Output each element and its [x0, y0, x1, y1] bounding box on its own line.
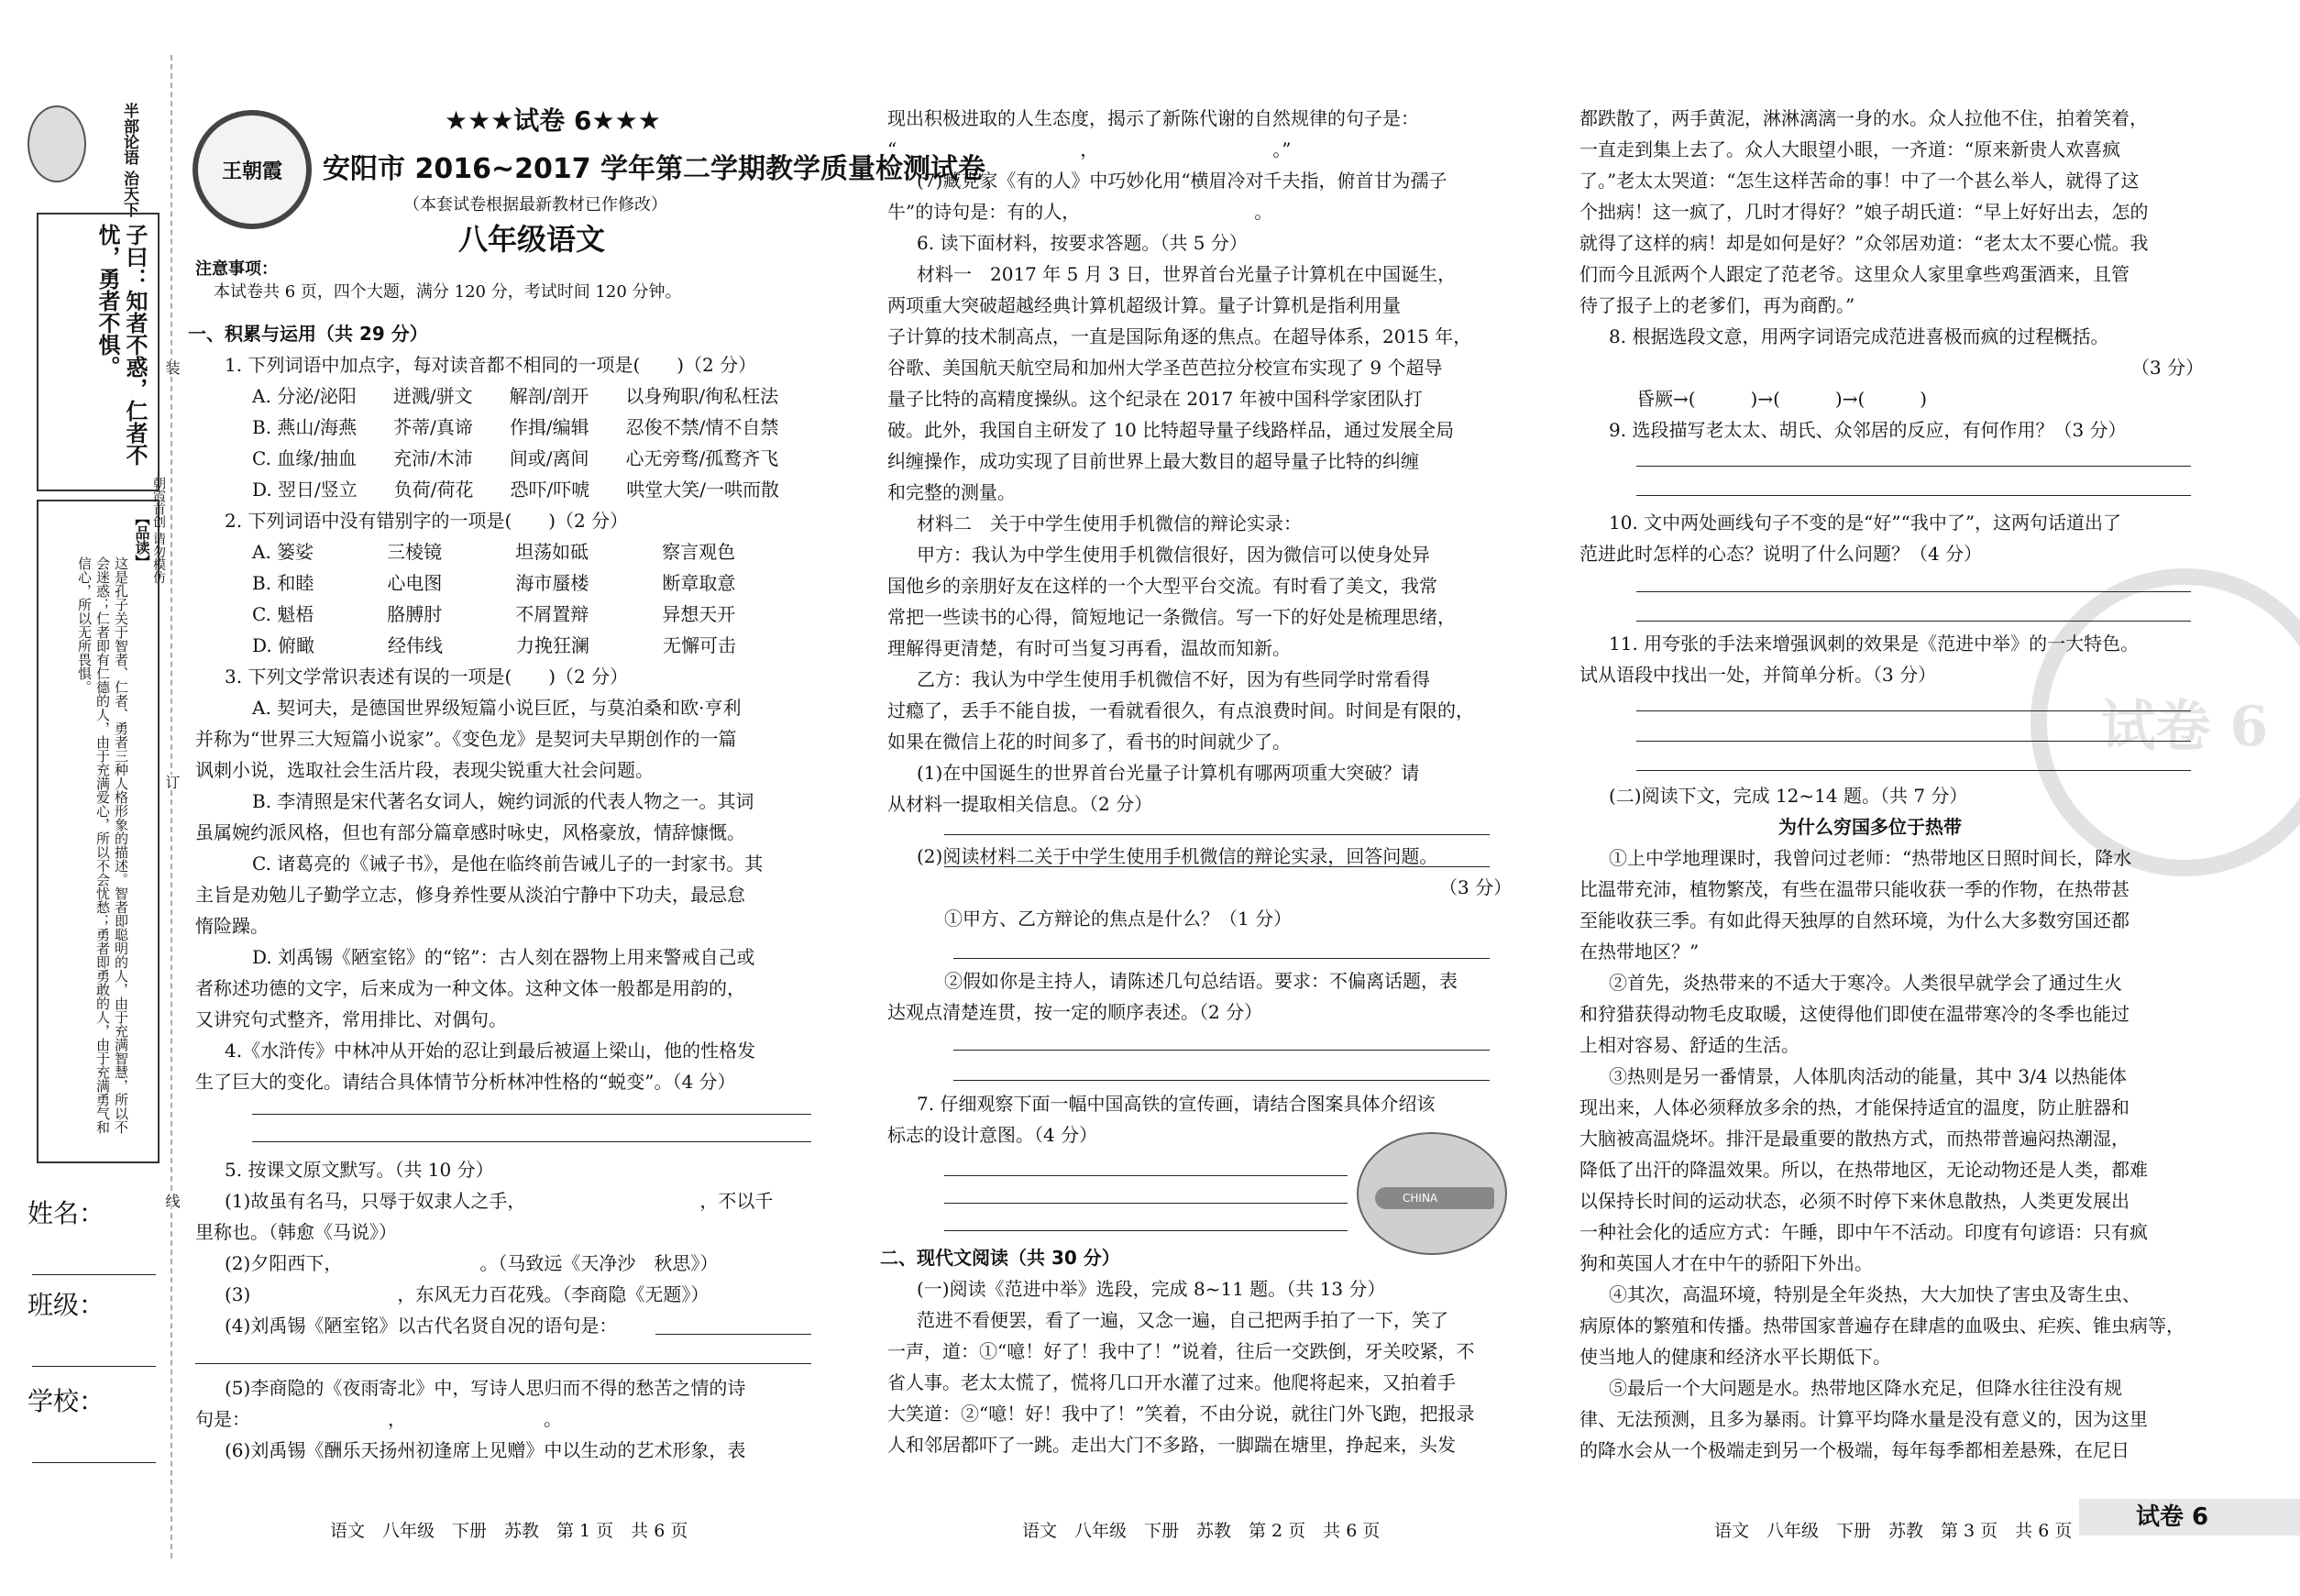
q4-answer-line-2[interactable]: [252, 1141, 811, 1142]
binding-mark-2: 订: [163, 775, 181, 789]
q2-option-b: B. 和睦 心电图 海市蜃楼 断章取意: [252, 572, 736, 594]
q2-stem: 2. 下列词语中没有错别字的一项是( )（2 分）: [225, 510, 629, 532]
passage-1-line7: 一直走到集上去了。众人大眼望小眼，一齐道：“原来新贵人欢喜疯: [1579, 138, 2121, 160]
q6-stem: 6. 读下面材料，按要求答题。（共 5 分）: [917, 232, 1248, 254]
page-2: [880, 0, 1513, 1596]
q6-2-line1: (2)阅读材料二关于中学生使用手机微信的辩论实录，回答问题。: [917, 845, 1438, 867]
q3-c-line3: 惰险躁。: [195, 915, 269, 937]
q3-d-line2: 者称述功德的文字，后来成为一种文体。这种文体一般都是用韵的，: [195, 977, 745, 999]
material-2-line2: 国他乡的亲朋好友在这样的一个大型平台交流。有时看了美文，我常: [887, 575, 1437, 597]
commentary-text: 这是孔子关于智者、仁者、勇者三种人格形象的描述。智者即聪明的人，由于充满智慧，所以不会迷惑；仁者即有仁德的人，由于充满爱心，所以不会忧愁；勇者即勇敢的人，由于充满勇气和信心，所以无所畏惧。: [76, 556, 129, 1134]
paper-subtitle: （本套试卷根据最新教材已作修改）: [403, 195, 667, 215]
q6-2-sub1: ①甲方、乙方辩论的焦点是什么？（1 分）: [944, 908, 1293, 930]
q6-1-answer-line-1[interactable]: [944, 834, 1490, 835]
material-2-heading: 材料二 关于中学生使用手机微信的辩论实录：: [917, 512, 1302, 534]
binding-credit: 朝霞首创 请勿模仿: [151, 477, 166, 584]
q1-option-c: C. 血缘/抽血 充沛/木沛 间或/离间 心无旁骛/孤鹜齐飞: [252, 447, 779, 469]
page-3: [1572, 0, 2205, 1596]
quote-box: [37, 213, 160, 491]
q2-option-d: D. 俯瞰 经伟线 力挽狂澜 无懈可击: [252, 634, 737, 656]
passage-2-p3-line4: 降低了出汗的降温效果。所以，在热带地区，无论动物还是人类，都难: [1579, 1159, 2148, 1181]
q6-2-sub2-line2: 达观点清楚连贯，按一定的顺序表述。（2 分）: [887, 1001, 1263, 1023]
q3-d-line1: D. 刘禹锡《陋室铭》的“铭”：古人刻在器物上用来警戒自己或: [252, 946, 755, 968]
material-2-line5: 乙方：我认为中学生使用手机微信不好，因为有些同学时常看得: [917, 668, 1430, 690]
q5-6-line1: (6)刘禹锡《酬乐天扬州初逢席上见赠》中以生动的艺术形象，表: [225, 1439, 746, 1461]
passage-2-p4-line3: 使当地人的健康和经济水平长期低下。: [1579, 1346, 1891, 1368]
q5-stem: 5. 按课文原文默写。（共 10 分）: [225, 1159, 494, 1181]
material-1-line2: 两项重大突破超越经典计算机超级计算。量子计算机是指利用量: [887, 294, 1401, 316]
q5-1-line1: (1)故虽有名马，只辱于奴隶人之手， ，不以千: [225, 1190, 774, 1212]
q3-a-line1: A. 契诃夫，是德国世界级短篇小说巨匠，与莫泊桑和欧·亨利: [252, 697, 742, 719]
binding-sidebar: [0, 0, 174, 1596]
q9-answer-line-2[interactable]: [1636, 495, 2191, 496]
passage-2-p1-line3: 至能收获三季。有如此得天独厚的自然环境，为什么大多数穷国还都: [1579, 909, 2129, 931]
q3-d-line3: 又讲究句式整齐，常用排比、对偶句。: [195, 1008, 507, 1030]
class-field[interactable]: [32, 1366, 156, 1367]
reading-2-heading: (二)阅读下文，完成 12~14 题。（共 7 分）: [1609, 785, 1968, 807]
material-1-line1: 材料一 2017 年 5 月 3 日，世界首台光量子计算机在中国诞生，: [917, 263, 1457, 285]
passage-1-line9: 个拙病！这一疯了，几时才得好？”娘子胡氏道：“早上好好出去，怎的: [1579, 201, 2149, 223]
passage-2-p3-line3: 大脑被高温烧坏。排汗是最重要的散热方式，而热带普遍闷热潮湿，: [1579, 1128, 2129, 1150]
material-1-line8: 和完整的测量。: [887, 481, 1016, 503]
q7-line1: 7. 仔细观察下面一幅中国高铁的宣传画，请结合图案具体介绍该: [917, 1093, 1436, 1115]
binding-line: [171, 55, 172, 1558]
q2-option-a: A. 篓娑 三棱镜 坦荡如砥 察言观色: [252, 541, 736, 563]
q6-2-sub2-answer-1[interactable]: [953, 1050, 1490, 1051]
q4-line1: 4.《水浒传》中林冲从开始的忍让到最后被逼上梁山，他的性格发: [225, 1040, 756, 1062]
q5-5-line2: 句是： ， 。: [195, 1408, 562, 1430]
watermark-text: 试卷 6: [2100, 695, 2269, 759]
notice-text: 本试卷共 6 页，四个大题，满分 120 分，考试时间 120 分钟。: [214, 282, 682, 302]
passage-1-line10: 就得了这样的病！却是如何是好？”众邻居劝道：“老太太不要心慌。我: [1579, 232, 2149, 254]
page-2-footer: 语文 八年级 下册 苏教 第 2 页 共 6 页: [1022, 1521, 1381, 1541]
q11-line1: 11. 用夸张的手法来增强讽刺的效果是《范进中举》的一大特色。: [1609, 633, 2140, 655]
q3-a-line3: 讽刺小说，选取社会生活片段，表现尖锐重大社会问题。: [195, 759, 654, 781]
passage-1-line5: 人和邻居都吓了一跳。走出大门不多路，一脚踹在塘里，挣起来，头发: [887, 1434, 1456, 1456]
q10-line1: 10. 文中两处画线句子不变的是“好”“我中了”，这两句话道出了: [1609, 512, 2122, 534]
q5-5-line1: (5)李商隐的《夜雨寄北》中，写诗人思归而不得的愁苦之情的诗: [225, 1377, 746, 1399]
paper-tag-label: 试卷 6: [2136, 1503, 2209, 1531]
material-1-line7: 纠缠操作，成功实现了目前世界上最大数目的超导量子比特的纠缠: [887, 450, 1419, 472]
name-field[interactable]: [32, 1274, 156, 1275]
q5-4: (4)刘禹锡《陋室铭》以古代名贤自况的语句是：: [225, 1315, 618, 1337]
q8-answer-chain: 昏厥→( )→( )→( ): [1636, 388, 1928, 410]
q8-score: （3 分）: [2131, 357, 2205, 379]
passage-2-p1-line2: 比温带充沛，植物繁茂，有些在温带只能收获一季的作物，在热带甚: [1579, 878, 2129, 900]
material-2-line1: 甲方：我认为中学生使用手机微信很好，因为微信可以使身处异: [917, 544, 1430, 566]
q2-option-c: C. 魁梧 胳膊肘 不屑置辩 异想天开: [252, 603, 736, 625]
q5-2: (2)夕阳西下， 。（马致远《天净沙 秋思》）: [225, 1252, 719, 1274]
material-1-line6: 破。此外，我国自主研发了 10 比特超导量子线路样品，通过发展全局: [887, 419, 1455, 441]
q5-6-line2: 现出积极进取的人生态度，揭示了新陈代谢的自然规律的句子是：: [887, 107, 1419, 129]
paper-title: 安阳市 2016~2017 学年第二学期教学质量检测试卷: [323, 153, 986, 185]
passage-1-line2: 一声，道：①“噫！好了！我中了！”说着，往后一交跌倒，牙关咬紧，不: [887, 1340, 1475, 1362]
passage-2-p3-line6: 一种社会化的适应方式：午睡，即中午不活动。印度有句谚语：只有疯: [1579, 1221, 2148, 1243]
train-label: CHINA: [1403, 1192, 1438, 1205]
page-3-footer: 语文 八年级 下册 苏教 第 3 页 共 6 页: [1714, 1521, 2073, 1541]
passage-1-line11: 们而今且派两个人跟定了范老爷。这里众人家里拿些鸡蛋酒来，且管: [1579, 263, 2129, 285]
q10-answer-line-1[interactable]: [1636, 591, 2191, 592]
q5-7-line1: (7)臧克家《有的人》中巧妙化用“横眉冷对千夫指，俯首甘为孺子: [917, 170, 1447, 192]
q6-2-sub2-answer-2[interactable]: [953, 1080, 1490, 1081]
passage-2-p1-line1: ①上中学地理课时，我曾问过老师：“热带地区日照时间长，降水: [1609, 847, 2132, 869]
corner-badge: 半部论语 治天下: [120, 103, 138, 217]
paper-number: ★★★试卷 6★★★: [445, 105, 661, 136]
passage-2-p3-line1: ③热则是另一番情景，人体肌肉活动的能量，其中 3/4 以热能体: [1609, 1065, 2127, 1087]
train-icon: [1375, 1187, 1494, 1209]
section-1-heading: 一、积累与运用（共 29 分）: [188, 323, 428, 345]
q3-stem: 3. 下列文学常识表述有误的一项是( )（2 分）: [225, 666, 629, 688]
passage-2-p3-line5: 以保持长时间的运动状态，必须不时停下来休息散热，人类更发展出: [1579, 1190, 2129, 1212]
subject-title: 八年级语文: [458, 222, 606, 257]
passage-2-p2-line3: 上相对容易、舒适的生活。: [1579, 1034, 1799, 1056]
passage-2-title: 为什么穷国多位于热带: [1778, 816, 1962, 838]
binding-mark-3: 线: [163, 1194, 181, 1208]
q6-1-line1: (1)在中国诞生的世界首台光量子计算机有哪两项重大突破？请: [917, 762, 1420, 784]
passage-2-p5-line3: 的降水会从一个极端走到另一个极端，每年每季都相差悬殊，在尼日: [1579, 1439, 2129, 1461]
commentary-box: [37, 500, 160, 1163]
q5-6-answer: “ ， 。”: [887, 138, 1292, 160]
q6-2-sub1-answer[interactable]: [953, 958, 1490, 959]
q11-answer-line-3[interactable]: [1636, 770, 2191, 771]
q10-answer-line-2[interactable]: [1636, 621, 2191, 622]
notice-heading: 注意事项：: [195, 259, 278, 279]
section-2-heading: 二、现代文阅读（共 30 分）: [880, 1247, 1120, 1269]
q5-1-line2: 里称也。（韩愈《马说》）: [195, 1221, 397, 1243]
material-2-line7: 如果在微信上花的时间多了，看书的时间就少了。: [887, 731, 1291, 753]
passage-2-p4-line1: ④其次，高温环境，特别是全年炎热，大大加快了害虫及寄生虫、: [1609, 1283, 2140, 1305]
q3-c-line1: C. 诸葛亮的《诫子书》，是他在临终前告诫儿子的一封家书。其: [252, 853, 764, 875]
q1-option-a: A. 分泌/泌阳 迸溅/骈文 解剖/剖开 以身殉职/徇私枉法: [252, 385, 779, 407]
q1-option-d: D. 翌日/竖立 负荷/荷花 恐吓/吓唬 哄堂大笑/一哄而散: [252, 479, 779, 501]
page-1-footer: 语文 八年级 下册 苏教 第 1 页 共 6 页: [330, 1521, 688, 1541]
q6-2-score: （3 分）: [1439, 876, 1513, 898]
q3-c-line2: 主旨是劝勉儿子勤学立志，修身养性要从淡泊宁静中下功夫，最忌怠: [195, 884, 745, 906]
passage-1-line4: 大笑道：②“噫！好！我中了！”笑着，不由分说，就往门外飞跑，把报录: [887, 1403, 1475, 1425]
q8-line1: 8. 根据选段文意，用两字词语完成范进喜极而疯的过程概括。: [1609, 325, 2109, 347]
passage-2-p3-line7: 狗和英国人才在中午的骄阳下外出。: [1579, 1252, 1873, 1274]
material-1-line3: 子计算的技术制高点，一直是国际角逐的焦点。在超导体系，2015 年，: [887, 325, 1472, 347]
passage-2-p4-line2: 病原体的繁殖和传播。热带国家普遍存在肆虐的血吸虫、疟疾、锥虫病等，: [1579, 1315, 2184, 1337]
passage-2-p3-line2: 现出来，人体必须释放多余的热，才能保持适宜的温度，防止脏器和: [1579, 1096, 2129, 1118]
passage-2-p5-line2: 律、无法预测，且多为暴雨。计算平均降水量是没有意义的，因为这里: [1579, 1408, 2148, 1430]
confucius-quote: 子曰：知者不惑，仁者不忧，勇者不惧。: [94, 224, 149, 466]
q7-line2: 标志的设计意图。（4 分）: [887, 1124, 1098, 1146]
q11-answer-line-2[interactable]: [1636, 741, 2191, 742]
passage-2-p1-line4: 在热带地区？”: [1579, 941, 1700, 963]
q11-answer-line-1[interactable]: [1636, 710, 2191, 711]
material-2-line3: 常把一些读书的心得，简短地记一条微信。写一下的好处是梳理思绪，: [887, 606, 1456, 628]
material-1-line4: 谷歌、美国航天航空局和加州大学圣芭芭拉分校宣布实现了 9 个超导: [887, 357, 1443, 379]
q5-3: (3) ，东风无力百花残。（李商隐《无题》）: [225, 1283, 710, 1305]
class-label: 班级：: [28, 1290, 105, 1320]
binding-mark-1: 装: [163, 360, 181, 375]
q4-answer-line-1[interactable]: [252, 1114, 811, 1115]
logo-text: 王朝霞: [221, 159, 282, 183]
q7-answer-line-3[interactable]: [944, 1230, 1348, 1231]
passage-1-line12: 待了报子上的老爹们，再为商酌。”: [1579, 294, 1855, 316]
q6-1-line2: 从材料一提取相关信息。（2 分）: [887, 793, 1153, 815]
name-label: 姓名：: [28, 1198, 105, 1228]
q7-answer-line-2[interactable]: [944, 1203, 1348, 1204]
passage-1-line1: 范进不看便罢，看了一遍，又念一遍，自己把两手拍了一下，笑了: [917, 1309, 1448, 1331]
passage-1-line3: 省人事。老太太慌了，慌将几口开水灌了过来。他爬将起来，又拍着手: [887, 1371, 1456, 1393]
q5-7-line2: 牛”的诗句是：有的人， 。: [887, 201, 1273, 223]
passage-2-p5-line1: ⑤最后一个大问题是水。热带地区降水充足，但降水往往没有规: [1609, 1377, 2122, 1399]
q4-line2: 生了巨大的变化。请结合具体情节分析林冲性格的“蜕变”。（4 分）: [195, 1071, 736, 1093]
school-field[interactable]: [32, 1462, 156, 1463]
q6-2-sub2-line1: ②假如你是主持人，请陈述几句总结语。要求：不偏离话题，表: [944, 970, 1458, 992]
q11-line2: 试从语段中找出一处，并简单分析。（3 分）: [1579, 664, 1937, 686]
q1-stem: 1. 下列词语中加点字，每对读音都不相同的一项是( )（2 分）: [225, 354, 757, 376]
material-1-line5: 量子比特的高精度操纵。这个纪录在 2017 年被中国科学家团队打: [887, 388, 1423, 410]
school-label: 学校：: [28, 1386, 105, 1416]
passage-2-p2-line2: 和狩猎获得动物毛皮取暖，这使得他们即使在温带寒冷的冬季也能过: [1579, 1003, 2129, 1025]
passage-1-line8: 了。”老太太哭道：“怎生这样苦命的事！中了一个甚么举人，就得了这: [1579, 170, 2140, 192]
q3-b-line2: 虽属婉约派风格，但也有部分篇章感时咏史，风格豪放，情辞慷慨。: [195, 821, 745, 843]
cartoon-figure-icon: [28, 105, 86, 182]
material-2-line4: 理解得更清楚，有时可当复习再看，温故而知新。: [887, 637, 1291, 659]
material-2-line6: 过瘾了，丢手不能自拔，一看就看很久，有点浪费时间。时间是有限的，: [887, 699, 1474, 721]
reading-1-heading: (一)阅读《范进中举》选段，完成 8~11 题。（共 13 分）: [917, 1278, 1386, 1300]
q3-a-line2: 并称为“世界三大短篇小说家”。《变色龙》是契诃夫早期创作的一篇: [195, 728, 737, 750]
q10-line2: 范进此时怎样的心态？说明了什么问题？（4 分）: [1579, 543, 1983, 565]
passage-1-line6: 都跌散了，两手黄泥，淋淋漓漓一身的水。众人拉他不住，拍着笑着，: [1579, 107, 2148, 129]
commentary-title: 【品读】: [133, 511, 150, 569]
q9-answer-line-1[interactable]: [1636, 466, 2191, 467]
q1-option-b: B. 燕山/海燕 芥蒂/真谛 作揖/编辑 忍俊不禁/情不自禁: [252, 416, 779, 438]
q9-stem: 9. 选段描写老太太、胡氏、众邻居的反应，有何作用？（3 分）: [1609, 419, 2127, 441]
q3-b-line1: B. 李清照是宋代著名女词人，婉约词派的代表人物之一。其词: [252, 790, 754, 812]
passage-2-p2-line1: ②首先，炎热带来的不适大于寒冷。人类很早就学会了通过生火: [1609, 972, 2122, 994]
page-1: [188, 0, 820, 1596]
q5-4-answer-line-1[interactable]: [655, 1334, 811, 1335]
q5-4-answer-line-2[interactable]: [195, 1363, 811, 1364]
q7-answer-line-1[interactable]: [944, 1175, 1348, 1176]
